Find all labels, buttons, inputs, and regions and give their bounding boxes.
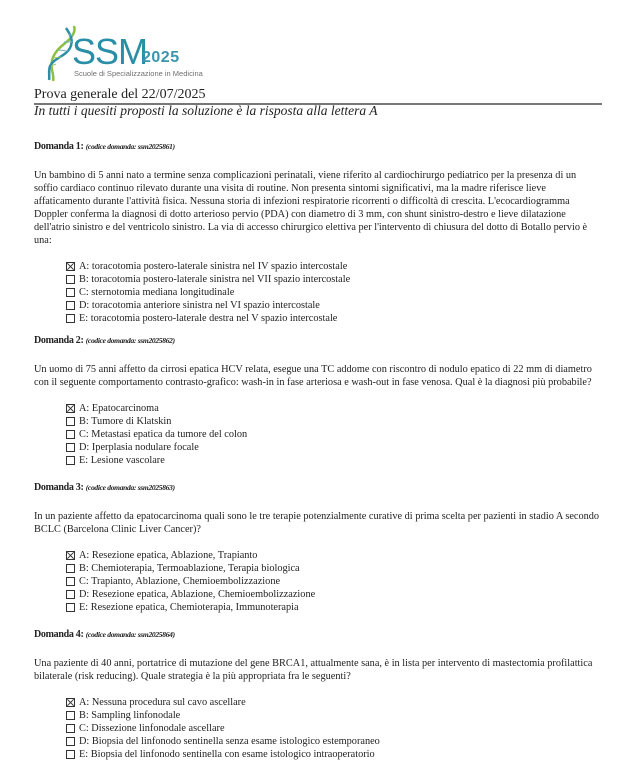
question-code: (codice domanda: ssm2025863)	[85, 483, 175, 492]
option-b[interactable]	[66, 415, 602, 428]
question-text: Un bambino di 5 anni nato a termine senza complicazioni perinatali, viene riferito al cardiochirurgo pediatrico per la presenza di un soffio cardiaco continuo rilevato durante una visita di routine. Non presenta sintomi significativi, ma la madre riferisce lieve affaticamento durante l'attività fisica. Nessuna storia di infezioni respiratorie ricorrenti o difficoltà di crescita. L'ecocardiogramma Doppler conferma la diagnosi di dotto arterioso pervio (PDA) con diametro di 3 mm, con shunt sinistro-destro e lieve dilatazione dell'atrio sinistro e del ventricolo sinistro. La via di accesso chirurgico elettiva per l'intervento di chiusura del dotto di Botallo pervio è una:	[34, 170, 588, 246]
question-1	[34, 141, 602, 325]
question-code: (codice domanda: ssm2025864)	[85, 630, 175, 639]
checkbox-icon[interactable]	[66, 737, 75, 746]
document-title: Prova generale del 22/07/2025	[34, 87, 602, 105]
option-label: E: toracotomia postero-laterale destra nel V spazio intercostale	[79, 313, 338, 324]
option-b[interactable]	[66, 709, 602, 722]
checkbox-icon[interactable]	[66, 577, 75, 586]
option-c[interactable]	[66, 286, 602, 299]
question-3	[34, 482, 602, 614]
option-c[interactable]	[66, 722, 602, 735]
checkbox-icon[interactable]	[66, 275, 75, 284]
question-code: (codice domanda: ssm2025862)	[85, 336, 175, 345]
question-label: Domanda 4:	[34, 629, 84, 640]
option-list	[66, 549, 602, 614]
checkbox-icon[interactable]	[66, 314, 75, 323]
option-label: E: Lesione vascolare	[79, 455, 165, 466]
checkbox-icon[interactable]	[66, 443, 75, 452]
question-4	[34, 629, 602, 761]
option-label: C: Dissezione linfonodale ascellare	[79, 723, 225, 734]
option-label: C: Metastasi epatica da tumore del colon	[79, 429, 248, 440]
checkbox-icon[interactable]	[66, 711, 75, 720]
logo-year: 2025	[142, 49, 180, 66]
checkbox-icon[interactable]	[66, 301, 75, 310]
option-a[interactable]	[66, 549, 602, 562]
document-subtitle: In tutti i quesiti proposti la soluzione è la risposta alla lettera A	[34, 103, 378, 118]
option-e[interactable]	[66, 454, 602, 467]
option-a[interactable]	[66, 696, 602, 709]
question-text: In un paziente affetto da epatocarcinoma quali sono le tre terapie potenzialmente curative di prima scelta per pazienti in stadio A secondo BCLC (Barcelona Clinic Liver Cancer)?	[34, 511, 600, 535]
option-label: B: Sampling linfonodale	[79, 710, 181, 721]
question-header	[34, 629, 602, 641]
checked-checkbox-icon[interactable]	[66, 551, 75, 560]
option-a[interactable]	[66, 402, 602, 415]
option-label: C: Trapianto, Ablazione, Chemioembolizzazione	[79, 576, 281, 587]
checkbox-icon[interactable]	[66, 288, 75, 297]
option-e[interactable]	[66, 748, 602, 761]
option-e[interactable]	[66, 601, 602, 614]
option-label: A: Resezione epatica, Ablazione, Trapianto	[79, 550, 258, 561]
checked-checkbox-icon[interactable]	[66, 262, 75, 271]
option-list	[66, 260, 602, 325]
checkbox-icon[interactable]	[66, 750, 75, 759]
option-b[interactable]	[66, 273, 602, 286]
option-list	[66, 696, 602, 761]
question-header	[34, 482, 602, 494]
option-label: A: Epatocarcinoma	[79, 403, 159, 414]
option-label: D: Iperplasia nodulare focale	[79, 442, 199, 453]
question-label: Domanda 3:	[34, 482, 84, 493]
option-label: D: toracotomia anteriore sinistra nel VI spazio intercostale	[79, 300, 320, 311]
checked-checkbox-icon[interactable]	[66, 698, 75, 707]
checkbox-icon[interactable]	[66, 417, 75, 426]
question-header	[34, 335, 602, 347]
option-label: E: Resezione epatica, Chemioterapia, Immunoterapia	[79, 602, 299, 613]
question-code: (codice domanda: ssm2025861)	[85, 142, 175, 151]
option-d[interactable]	[66, 735, 602, 748]
option-label: A: toracotomia postero-laterale sinistra nel IV spazio intercostale	[79, 261, 348, 272]
option-label: A: Nessuna procedura sul cavo ascellare	[79, 697, 246, 708]
option-d[interactable]	[66, 441, 602, 454]
checkbox-icon[interactable]	[66, 564, 75, 573]
question-text: Una paziente di 40 anni, portatrice di mutazione del gene BRCA1, attualmente sana, è in lista per intervento di mastectomia profilattica bilaterale (risk reducing). Quale strategia è la più appropriata fra le seguenti?	[34, 658, 593, 682]
option-a[interactable]	[66, 260, 602, 273]
checkbox-icon[interactable]	[66, 456, 75, 465]
checkbox-icon[interactable]	[66, 430, 75, 439]
option-e[interactable]	[66, 312, 602, 325]
checkbox-icon[interactable]	[66, 724, 75, 733]
logo-brand: SSM	[72, 31, 148, 72]
option-b[interactable]	[66, 562, 602, 575]
option-list	[66, 402, 602, 467]
option-label: C: sternotomia mediana longitudinale	[79, 287, 235, 298]
option-c[interactable]	[66, 428, 602, 441]
option-label: D: Biopsia del linfonodo sentinella senza esame istologico estemporaneo	[79, 736, 380, 747]
option-d[interactable]	[66, 588, 602, 601]
question-2	[34, 335, 602, 467]
logo-tagline: Scuole di Specializzazione in Medicina	[74, 69, 203, 78]
ssm-logo	[44, 24, 234, 82]
checkbox-icon[interactable]	[66, 590, 75, 599]
option-label: B: toracotomia postero-laterale sinistra nel VII spazio intercostale	[79, 274, 351, 285]
question-label: Domanda 1:	[34, 141, 84, 152]
checked-checkbox-icon[interactable]	[66, 404, 75, 413]
option-label: B: Tumore di Klatskin	[79, 416, 172, 427]
question-label: Domanda 2:	[34, 335, 84, 346]
option-label: D: Resezione epatica, Ablazione, Chemioembolizzazione	[79, 589, 316, 600]
option-c[interactable]	[66, 575, 602, 588]
question-header	[34, 141, 602, 153]
option-label: E: Biopsia del linfonodo sentinella con esame istologico intraoperatorio	[79, 749, 375, 760]
question-text: Un uomo di 75 anni affetto da cirrosi epatica HCV relata, esegue una TC addome con riscontro di nodulo epatico di 22 mm di diametro con il seguente comportamento contrasto-grafico: wash-in in fase arteriosa e wash-out in fase venosa. Qual è la diagnosi più probabile?	[34, 364, 592, 388]
option-d[interactable]	[66, 299, 602, 312]
checkbox-icon[interactable]	[66, 603, 75, 612]
option-label: B: Chemioterapia, Termoablazione, Terapia biologica	[79, 563, 300, 574]
